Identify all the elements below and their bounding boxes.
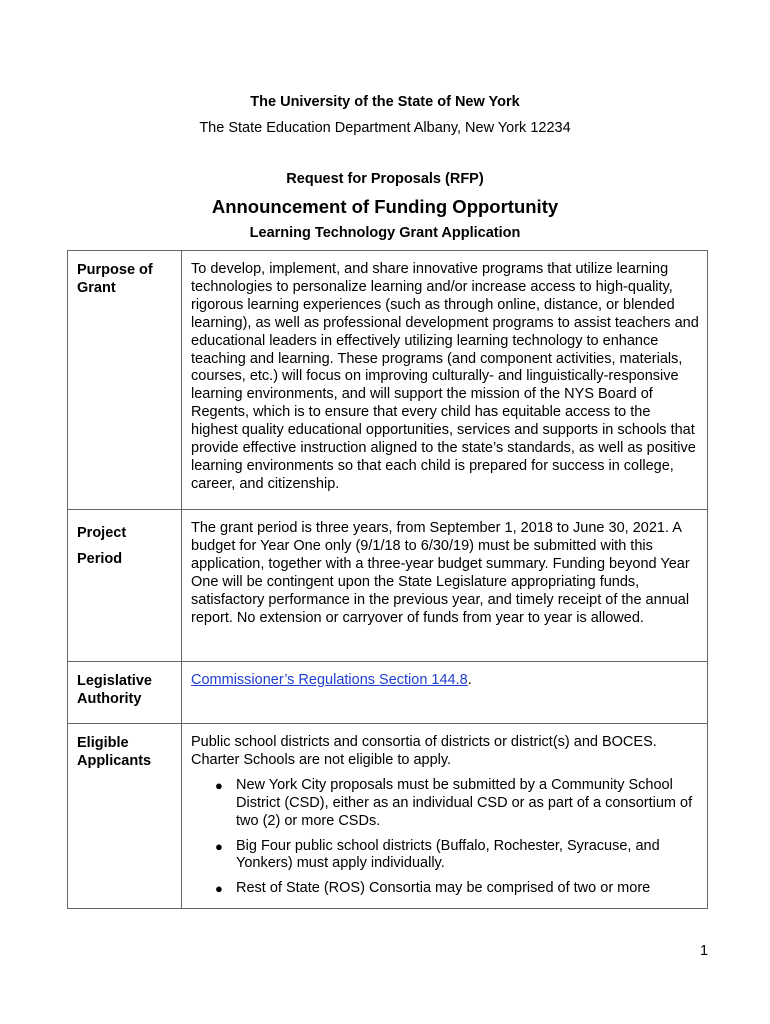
eligibility-bullet-list — [191, 777, 701, 898]
project-period-label-line-2: Period — [77, 551, 123, 567]
eligible-applicants-label-line-2: Applicants — [77, 753, 152, 769]
program-title: Learning Technology Grant Application — [249, 225, 521, 241]
bullet-icon: ● — [215, 881, 223, 897]
eligible-applicants-cell — [191, 734, 701, 898]
university-heading: The University of the State of New York — [250, 94, 520, 110]
list-item — [191, 777, 701, 831]
project-period-label-line-1: Project — [77, 525, 127, 541]
project-period-label — [77, 520, 177, 572]
purpose-label-line-2: Grant — [77, 280, 116, 296]
bullet-icon: ● — [215, 838, 223, 854]
legislative-authority-label-line-2: Authority — [77, 691, 142, 707]
bullet-icon: ● — [215, 777, 223, 793]
row-divider — [68, 661, 707, 662]
bullet-text: Rest of State (ROS) Consortia may be comprised of two or more — [236, 880, 651, 897]
commissioners-regulations-link[interactable]: Commissioner’s Regulations Section 144.8 — [191, 672, 468, 688]
legislative-authority-text — [191, 672, 701, 690]
eligible-applicants-label-line-1: Eligible — [77, 735, 129, 751]
list-item — [191, 838, 701, 874]
department-address: The State Education Department Albany, New York 12234 — [199, 120, 571, 136]
link-period: . — [467, 672, 472, 688]
bullet-text: Big Four public school districts (Buffalo, Rochester, Syracuse, and Yonkers) must apply individually. — [236, 837, 660, 872]
bullet-text: New York City proposals must be submitted by a Community School District (CSD), either as an individual CSD or as part of a consortium of two (2) or more CSDs. — [236, 776, 693, 829]
project-period-text: The grant period is three years, from September 1, 2018 to June 30, 2021. A budget for Year One only (9/1/18 to 6/30/19) must be submitted with this application, together with a three-year budget summary. Funding beyond Year One will be contingent upon the State Legislature appropriating funds, satisfactory performance in the previous year, and timely receipt of the annual report. No extension or carryover of funds from year to year is allowed. — [191, 520, 690, 626]
eligible-applicants-text: Public school districts and consortia of districts or district(s) and BOCES. Charter Schools are not eligible to apply. — [191, 734, 657, 768]
rfp-heading: Request for Proposals (RFP) — [286, 171, 484, 187]
purpose-text: To develop, implement, and share innovative programs that utilize learning technologies to personalize learning and/or increase access to high-quality, rigorous learning experiences (such as through online, distance, or blended learning), as well as professional development programs to assist teachers and educational leaders in effectively utilizing learning technology to enhance teaching and learning. These programs (and component activities, materials, courses, etc.) will focus on improving culturally- and linguistically-responsive learning environments, and will support the mission of the NYS Board of Regents, which is to ensure that every child has equitable access to the highest quality educational opportunities, services and supports in schools that provide effective instruction aligned to the state’s standards, as well as positive learning environments so that each child is prepared for success in college, career, and citizenship. — [191, 261, 699, 492]
legislative-authority-label — [77, 672, 177, 708]
legislative-authority-label-line-1: Legislative — [77, 673, 152, 689]
row-divider — [68, 723, 707, 724]
rfp-info-table — [67, 250, 708, 909]
column-divider — [181, 251, 182, 908]
eligible-applicants-label — [77, 734, 177, 770]
purpose-label-line-1: Purpose of — [77, 262, 153, 278]
announcement-title: Announcement of Funding Opportunity — [211, 196, 559, 217]
page-number: 1 — [700, 943, 709, 959]
row-divider — [68, 509, 707, 510]
list-item — [191, 880, 701, 898]
purpose-label — [77, 261, 177, 297]
